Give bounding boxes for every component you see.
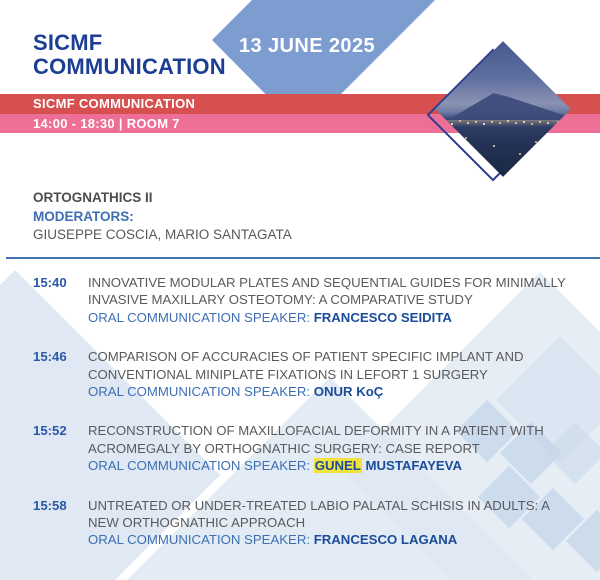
session-band-time-room: 14:00 - 18:30 | ROOM 7 — [0, 114, 600, 133]
schedule-item — [33, 422, 585, 474]
page-title-line1: SICMF — [33, 30, 103, 55]
page-title-line2: COMMUNICATION — [33, 54, 226, 79]
schedule-item — [33, 348, 585, 400]
schedule-item — [33, 274, 585, 326]
speaker-name: FRANCESCO SEIDITA — [313, 309, 452, 325]
talk-title: INNOVATIVE MODULAR PLATES AND SEQUENTIAL GUIDES FOR MINIMALLY INVASIVE MAXILLARY OSTEOTOMY: A COMPARATIVE STUDY — [88, 275, 566, 308]
section-divider-line — [6, 257, 600, 259]
talk-body — [88, 497, 566, 549]
speaker-name: MUSTAFAYEVA — [365, 458, 463, 474]
talk-title: RECONSTRUCTION OF MAXILLOFACIAL DEFORMITY IN A PATIENT WITH ACROMEGALY BY ORTHOGNATHIC SURGERY: CASE REPORT — [88, 423, 544, 456]
talk-title: COMPARISON OF ACCURACIES OF PATIENT SPECIFIC IMPLANT AND CONVENTIONAL MINIPLATE FIXATIONS IN LEFORT 1 SURGERY — [88, 349, 524, 382]
talk-body — [88, 348, 566, 400]
talk-title: UNTREATED OR UNDER-TREATED LABIO PALATAL SCHISIS IN ADULTS: A NEW ORTHOGNATHIC APPROACH — [88, 497, 550, 531]
session-band-title: SICMF COMMUNICATION — [0, 94, 600, 114]
speaker-name: FRANCESCO LAGANA — [313, 532, 458, 548]
talk-body — [88, 274, 566, 326]
speaker-line — [88, 457, 566, 474]
speaker-name-highlighted: GUNEL — [314, 458, 361, 474]
session-header — [33, 189, 292, 245]
schedule-list — [33, 274, 585, 571]
moderators-names: GIUSEPPE COSCIA, MARIO SANTAGATA — [33, 227, 292, 242]
session-title: ORTOGNATHICS II — [33, 190, 153, 205]
speaker-label: ORAL COMMUNICATION SPEAKER: — [88, 458, 311, 474]
talk-time: 15:58 — [33, 497, 67, 513]
speaker-line — [88, 309, 566, 326]
speaker-label: ORAL COMMUNICATION SPEAKER: — [88, 532, 311, 548]
talk-time: 15:46 — [33, 349, 67, 365]
talk-time: 15:52 — [33, 423, 67, 439]
schedule-item — [33, 497, 585, 549]
talk-time: 15:40 — [33, 275, 67, 290]
moderators-label: MODERATORS: — [33, 208, 134, 224]
page-title — [33, 31, 226, 79]
speaker-label: ORAL COMMUNICATION SPEAKER: — [88, 309, 311, 325]
speaker-name: ONUR KoÇ — [313, 384, 384, 400]
waterline-glow — [435, 120, 571, 127]
talk-body — [88, 422, 566, 474]
speaker-line — [88, 383, 566, 400]
speaker-label: ORAL COMMUNICATION SPEAKER: — [88, 384, 311, 400]
date-badge: 13 JUNE 2025 — [238, 35, 375, 57]
speaker-line — [88, 531, 566, 548]
vesuvius-silhouette — [446, 90, 571, 121]
